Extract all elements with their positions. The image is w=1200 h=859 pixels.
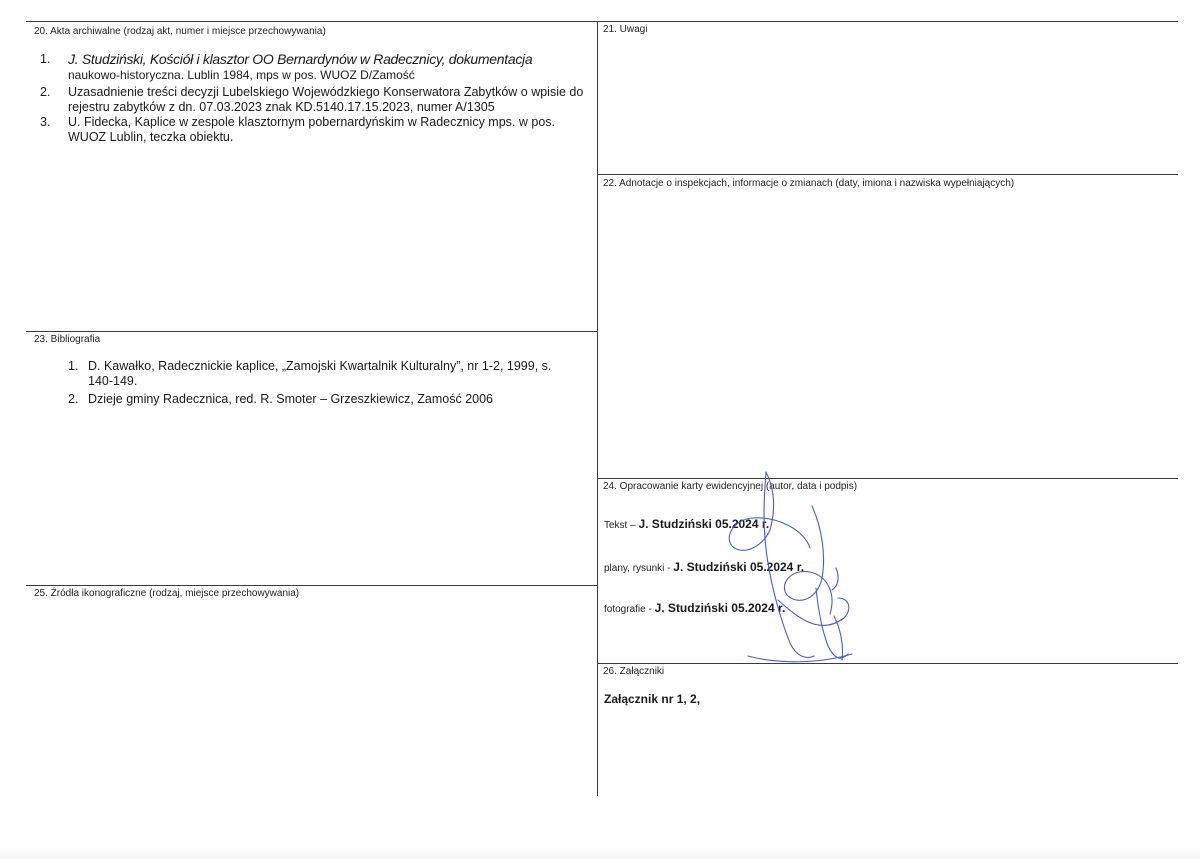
top-rule [26,21,1178,22]
archival-item-title: J. Studziński, Kościół i klasztor OO Bernardynów w Radecznicy, dokumentacja [68,51,533,67]
rule-s23 [26,331,597,332]
author-line-value: J. Studziński 05.2024 r. [654,601,786,615]
center-divider [597,21,598,796]
section-22-label: 22. Adnotacje o inspekcjach, informacje o zmianach (daty, imiona i nazwiska wypełniających) [603,178,1015,189]
section-24-label: 24. Opracowanie karty ewidencyjnej (autor, data i podpis) [603,481,858,492]
bibliography-item-2 [68,392,573,407]
author-line-value: J. Studziński 05.2024 r. [673,560,805,574]
section-26-label: 26. Załączniki [603,666,665,677]
rule-s24 [597,478,1178,479]
archival-item-1 [40,52,595,83]
author-line-text [604,517,769,531]
rule-s25 [26,585,597,586]
section-21-label: 21. Uwagi [603,24,648,35]
scan-edge [0,845,1200,859]
author-line-drawings [604,560,804,574]
bibliography-list [68,359,573,407]
list-number: 2. [68,392,79,406]
list-number: 1. [68,359,79,373]
rule-s26 [597,663,1178,664]
archival-item-text: U. Fidecka, Kaplice w zespole klasztornym pobernardyńskim w Radecznicy mps. w pos. WUOZ Lublin, teczka obiektu. [68,115,555,144]
archival-item-detail: naukowo-historyczna. Lublin 1984, mps w pos. WUOZ D/Zamość [68,68,415,82]
section-20-label: 20. Akta archiwalne (rodzaj akt, numer i miejsce przechowywania) [34,26,326,37]
author-line-prefix: fotografie - [604,604,655,615]
archival-item-text: Uzasadnienie treści decyzji Lubelskiego Wojewódzkiego Konserwatora Zabytków o wpisie do rejestru zabytków z dn. 07.03.2023 znak KD.5140.17.15.2023, numer A/1305 [68,85,584,114]
section-25-label: 25. Źródła ikonograficzne (rodzaj, miejsce przechowywania) [34,588,300,599]
attachments-text: Załącznik nr 1, 2, [604,692,701,706]
bibliography-item-text: Dzieje gminy Radecznica, red. R. Smoter – Grzeszkiewicz, Zamość 2006 [88,392,494,406]
author-line-prefix: Tekst – [604,520,639,531]
list-number: 3. [40,115,51,129]
bibliography-item-text: D. Kawałko, Radecznickie kaplice, „Zamojski Kwartalnik Kulturalny”, nr 1-2, 1999, s. 140-149. [88,359,552,388]
bibliography-item-1 [68,359,573,389]
archival-item-3 [40,115,595,145]
archival-item-2 [40,85,595,115]
list-number: 1. [40,52,51,66]
list-number: 2. [40,85,51,99]
author-line-value: J. Studziński 05.2024 r. [638,517,770,531]
author-line-photos [604,601,785,615]
archival-records-list [40,52,595,145]
section-23-label: 23. Bibliografia [34,334,101,345]
attachments-value [604,692,700,706]
rule-s22 [597,174,1178,175]
author-line-prefix: plany, rysunki - [604,563,674,574]
